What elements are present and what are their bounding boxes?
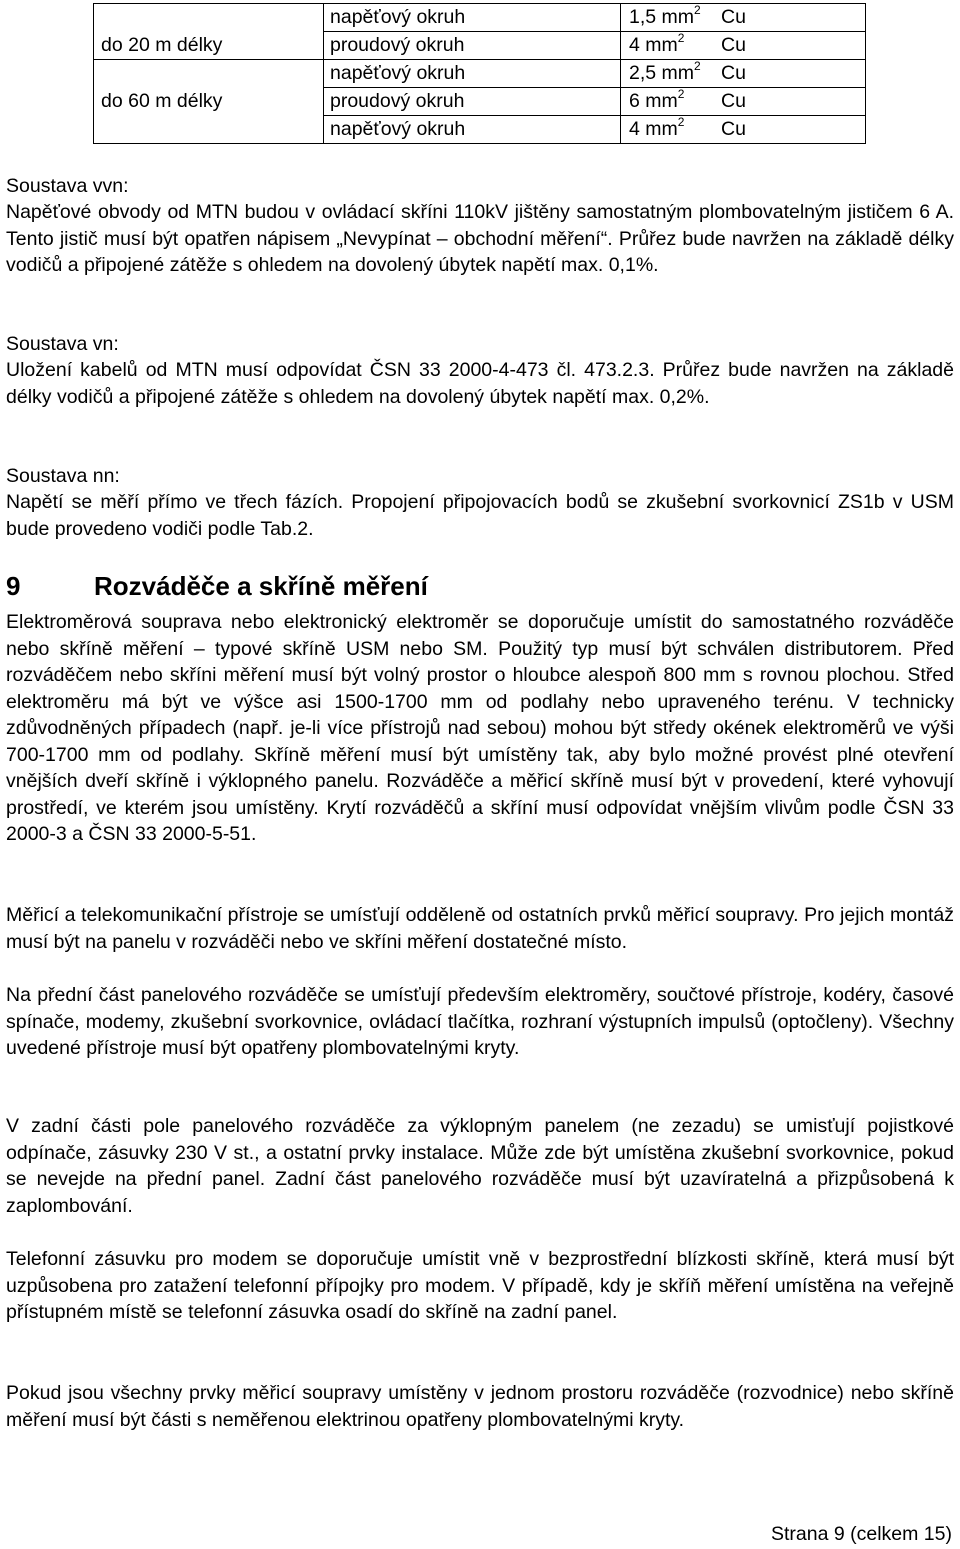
- size-value: 6 mm: [629, 90, 678, 112]
- table-cell-group: [94, 4, 324, 32]
- size-exponent: 2: [677, 30, 685, 45]
- table-cell-size: [621, 4, 866, 32]
- table-cell-circuit: napěťový okruh: [324, 4, 621, 32]
- material-value: Cu: [721, 118, 746, 140]
- section-body: [6, 1380, 954, 1433]
- table-cell-group: do 60 m délky: [94, 88, 324, 116]
- table-cell-size: [621, 116, 866, 144]
- table-row: [94, 4, 866, 32]
- paragraph: Telefonní zásuvku pro modem se doporučuje umístit vně v bezprostřední blízkosti skříně, která musí být uzpůsobena pro zatažení telefonní přípojky pro modem. V případě, kdy je skříň měření umístěna na veřejně přístupném místě se telefonní zásuvka osadí do skříně na zadní panel.: [6, 1248, 954, 1323]
- nn-text: Napětí se měří přímo ve třech fázích. Propojení připojovacích bodů se zkušební svorkovnicí ZS1b v USM bude provedeno vodiči podle Tab.2.: [6, 491, 954, 540]
- size-value: 2,5 mm: [629, 62, 695, 84]
- table-cell-group: do 20 m délky: [94, 32, 324, 60]
- table-cell-group: [94, 60, 324, 88]
- section-body: [6, 982, 954, 1062]
- section-heading: [6, 566, 428, 606]
- vn-text: Uložení kabelů od MTN musí odpovídat ČSN 33 2000-4-473 čl. 473.2.3. Průřez bude navržen na základě délky vodičů a připojené zátěže s ohledem na dovolený úbytek napětí max. 0,2%.: [6, 359, 954, 408]
- size-exponent: 2: [694, 2, 701, 17]
- paragraph: Pokud jsou všechny prvky měřicí soupravy umístěny v jednom prostoru rozváděče (rozvodnice) nebo skříně měření musí být části s neměřenou elektrinou opatřeny plombovatelnými kryty.: [6, 1382, 954, 1431]
- size-exponent: 2: [677, 114, 685, 129]
- paragraph: Na přední část panelového rozváděče se umísťují především elektroměry, součtové přístroje, kodéry, časové spínače, modemy, zkušební svorkovnice, ovládací tlačítka, rozhraní výstupních impulsů (optočleny). Všechny uvedené přístroje musí být opatřeny plombovatelnými kryty.: [6, 984, 954, 1059]
- table-row: [94, 88, 866, 116]
- table-cell-size: [621, 60, 866, 88]
- section-body: [6, 1246, 954, 1326]
- paragraph: Měřicí a telekomunikační přístroje se umísťují odděleně od ostatních prvků měřicí soupravy. Pro jejich montáž musí být na panelu v rozváděči nebo ve skříni měření dostatečné místo.: [6, 904, 954, 953]
- table-row: [94, 116, 866, 144]
- page-number: Strana 9 (celkem 15): [771, 1523, 952, 1545]
- material-value: Cu: [721, 34, 746, 56]
- section-body: [6, 902, 954, 955]
- section-title: Rozváděče a skříně měření: [94, 571, 428, 601]
- vvn-text: Napěťové obvody od MTN budou v ovládací skříni 110kV jištěny samostatným plombovatelným jističem 6 A. Tento jistič musí být opatřen nápisem „Nevypínat – obchodní měření“. Průřez bude navržen na základě délky vodičů a připojené zátěže s ohledem na dovolený úbytek napětí max. 0,1%.: [6, 201, 954, 276]
- nn-heading: Soustava nn:: [6, 465, 120, 487]
- table-cell-group: [94, 116, 324, 144]
- table-cell-size: [621, 88, 866, 116]
- vvn-heading: Soustava vvn:: [6, 175, 129, 197]
- paragraph: Elektroměrová souprava nebo elektronický elektroměr se doporučuje umístit do samostatného rozváděče nebo skříně měření – typové skříně USM nebo SM. Použitý typ musí být schválen distributorem. Před rozváděčem nebo skříni měření musí být volný prostor o hloubce alespoň 800 mm s rovnou plochou. Střed elektroměru má být ve výšce asi 1500-1700 mm od podlahy nebo upraveného terénu. V technicky zdůvodněných případech (např. je-li více přístrojů nad sebou) mohou být středy okének elektroměrů ve výši 700-1700 mm od podlahy. Skříně měření musí být umístěny tak, aby bylo možné provést plné otevření vnějších dveří skříně i výklopného panelu. Rozváděče a měřicí skříně musí být v provedení, které vyhovují prostředí, ve kterém jsou umístěny. Krytí rozváděčů a skříní musí odpovídat vnějším vlivům podle ČSN 33 2000-3 a ČSN 33 2000-5-51.: [6, 611, 954, 845]
- table-row: [94, 32, 866, 60]
- table-cell-circuit: proudový okruh: [324, 88, 621, 116]
- material-value: Cu: [721, 62, 746, 84]
- section-vvn: [6, 173, 954, 279]
- size-exponent: 2: [677, 86, 685, 101]
- paragraph: V zadní části pole panelového rozváděče za výklopným panelem (ne zezadu) se umisťují pojistkové odpínače, zásuvky 230 V st., a ostatní prvky instalace. Může zde být umístěna zkušební svorkovnice, pokud se nevejde na přední panel. Zadní část panelového rozváděče musí být uzavíratelná a přizpůsobená k zaplombování.: [6, 1115, 954, 1217]
- material-value: Cu: [721, 90, 746, 112]
- section-number: 9: [6, 571, 21, 601]
- section-body: [6, 1113, 954, 1219]
- size-value: 4 mm: [629, 34, 678, 56]
- table-cell-size: [621, 32, 866, 60]
- section-body: [6, 609, 954, 848]
- table-cell-circuit: napěťový okruh: [324, 116, 621, 144]
- material-value: Cu: [721, 6, 746, 28]
- table-cell-circuit: napěťový okruh: [324, 60, 621, 88]
- size-exponent: 2: [694, 58, 701, 73]
- section-vn: [6, 331, 954, 410]
- size-value: 4 mm: [629, 118, 678, 140]
- section-nn: [6, 463, 954, 542]
- table-row: [94, 60, 866, 88]
- size-value: 1,5 mm: [629, 6, 695, 28]
- table-cell-circuit: proudový okruh: [324, 32, 621, 60]
- cable-cross-section-table: [93, 3, 866, 144]
- vn-heading: Soustava vn:: [6, 333, 119, 355]
